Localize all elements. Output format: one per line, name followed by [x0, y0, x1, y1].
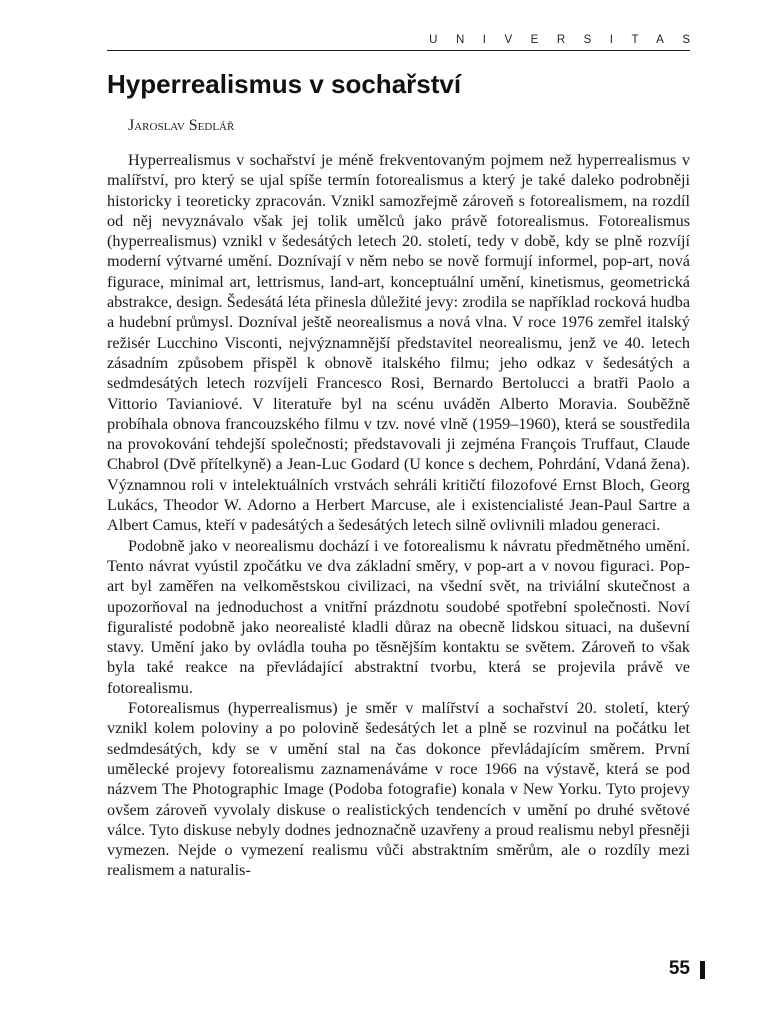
paragraph: Podobně jako v neorealismu dochází i ve fotorealismu k návratu předmětného umění. Tento návrat vyústil zpočátku ve dva základní směry, v pop-art a v novou figuraci. Pop-art byl zaměřen na velkoměstskou civilizaci, na všední svět, na triviální skutečnost a upozorňoval na jednoduchost a vnitřní prázdnotu soudobé spotřební společnosti. Noví figuralisté podobně jako neorealisté kladli důraz na obecně lidskou situaci, na duševní stavy. Umění jako by ovládla touha po těsnějším kontaktu se světem. Zároveň to však byla také reakce na převládající abstraktní tvorbu, která se projevila právě ve fotorealismu.	[107, 536, 690, 697]
article-body	[107, 150, 690, 881]
paragraph: Hyperrealismus v sochařství je méně frekventovaným pojmem než hyperrealismus v malířství, pro který se ujal spíše termín fotorealismus a který je také daleko podrobněji historicky i teoreticky zpracován. Vznikl samozřejmě zároveň s fotorealismem, na rozdíl od něj nevyznávalo však jej tolik umělců jako právě fotorealismus. Fotorealismus (hyperrealismus) vznikl v šedesátých letech 20. století, tedy v době, kdy se plně rozvíjí moderní výtvarné umění. Doznívají v něm nebo se nově formují informel, pop-art, nová figurace, minimal art, lettrismus, land-art, konceptuální umění, kinetismus, geometrická abstrakce, design. Šedesátá léta přinesla důležité jevy: zrodila se například rocková hudba a hudební průmysl. Dozníval ještě neorealismus a nová vlna. V roce 1976 zemřel italský režisér Lucchino Visconti, nejvýznamnější představitel neorealismu, jenž ve 40. letech zásadním způsobem přispěl k obnově italského filmu; jeho odkaz v šedesátých a sedmdesátých letech rozvíjeli Francesco Rosi, Bernardo Bertolucci a bratři Paolo a Vittorio Tavianiové. V literatuře byl na scénu uváděn Alberto Moravia. Souběžně probíhala obnova francouzského filmu v tzv. nové vlně (1959–1960), která se soustředila na provokování tehdejší společnosti; představovali ji zejména François Truffaut, Claude Chabrol (Dvě přítelkyně) a Jean-Luc Godard (U konce s dechem, Pohrdání, Vdaná žena). Významnou roli v intelektuálních vrstvách sehráli kritičtí filozofové Ernst Bloch, Georg Lukács, Theodor W. Adorno a Herbert Marcuse, ale i existencialisté Jean-Paul Sartre a Albert Camus, kteří v padesátých a šedesátých letech silně ovlivnili mladou generaci.	[107, 151, 690, 535]
page-marker-bar	[700, 961, 705, 979]
running-head	[107, 30, 709, 51]
paragraph: Fotorealismus (hyperrealismus) je směr v malířství a sochařství 20. století, který vznikl kolem poloviny a po polovině šedesátých let a plně se rozvinul na počátku let sedmdesátých, kdy se v umění stal na čas dokonce převládajícím směrem. První umělecké projevy fotorealismu zaznamenáváme v roce 1966 na výstavě, která se pod názvem The Photographic Image (Podoba fotografie) konala v New Yorku. Tyto projevy ovšem zároveň vyvolaly diskuse o realistických tendencích v umění po druhé světové válce. Tyto diskuse nebyly dodnes jednoznačně uzavřeny a proud realismu nebyl přesněji vymezen. Nejde o vymezení realismu vůči abstraktním směrům, ale o rozdíly mezi realismem a naturalis-	[107, 699, 690, 880]
running-head-text: UNIVERSITAS	[429, 34, 709, 46]
article-author: Jaroslav Sedlář	[128, 117, 235, 134]
article-title: Hyperrealismus v sochařství	[107, 69, 462, 99]
page-number: 55	[668, 958, 690, 979]
